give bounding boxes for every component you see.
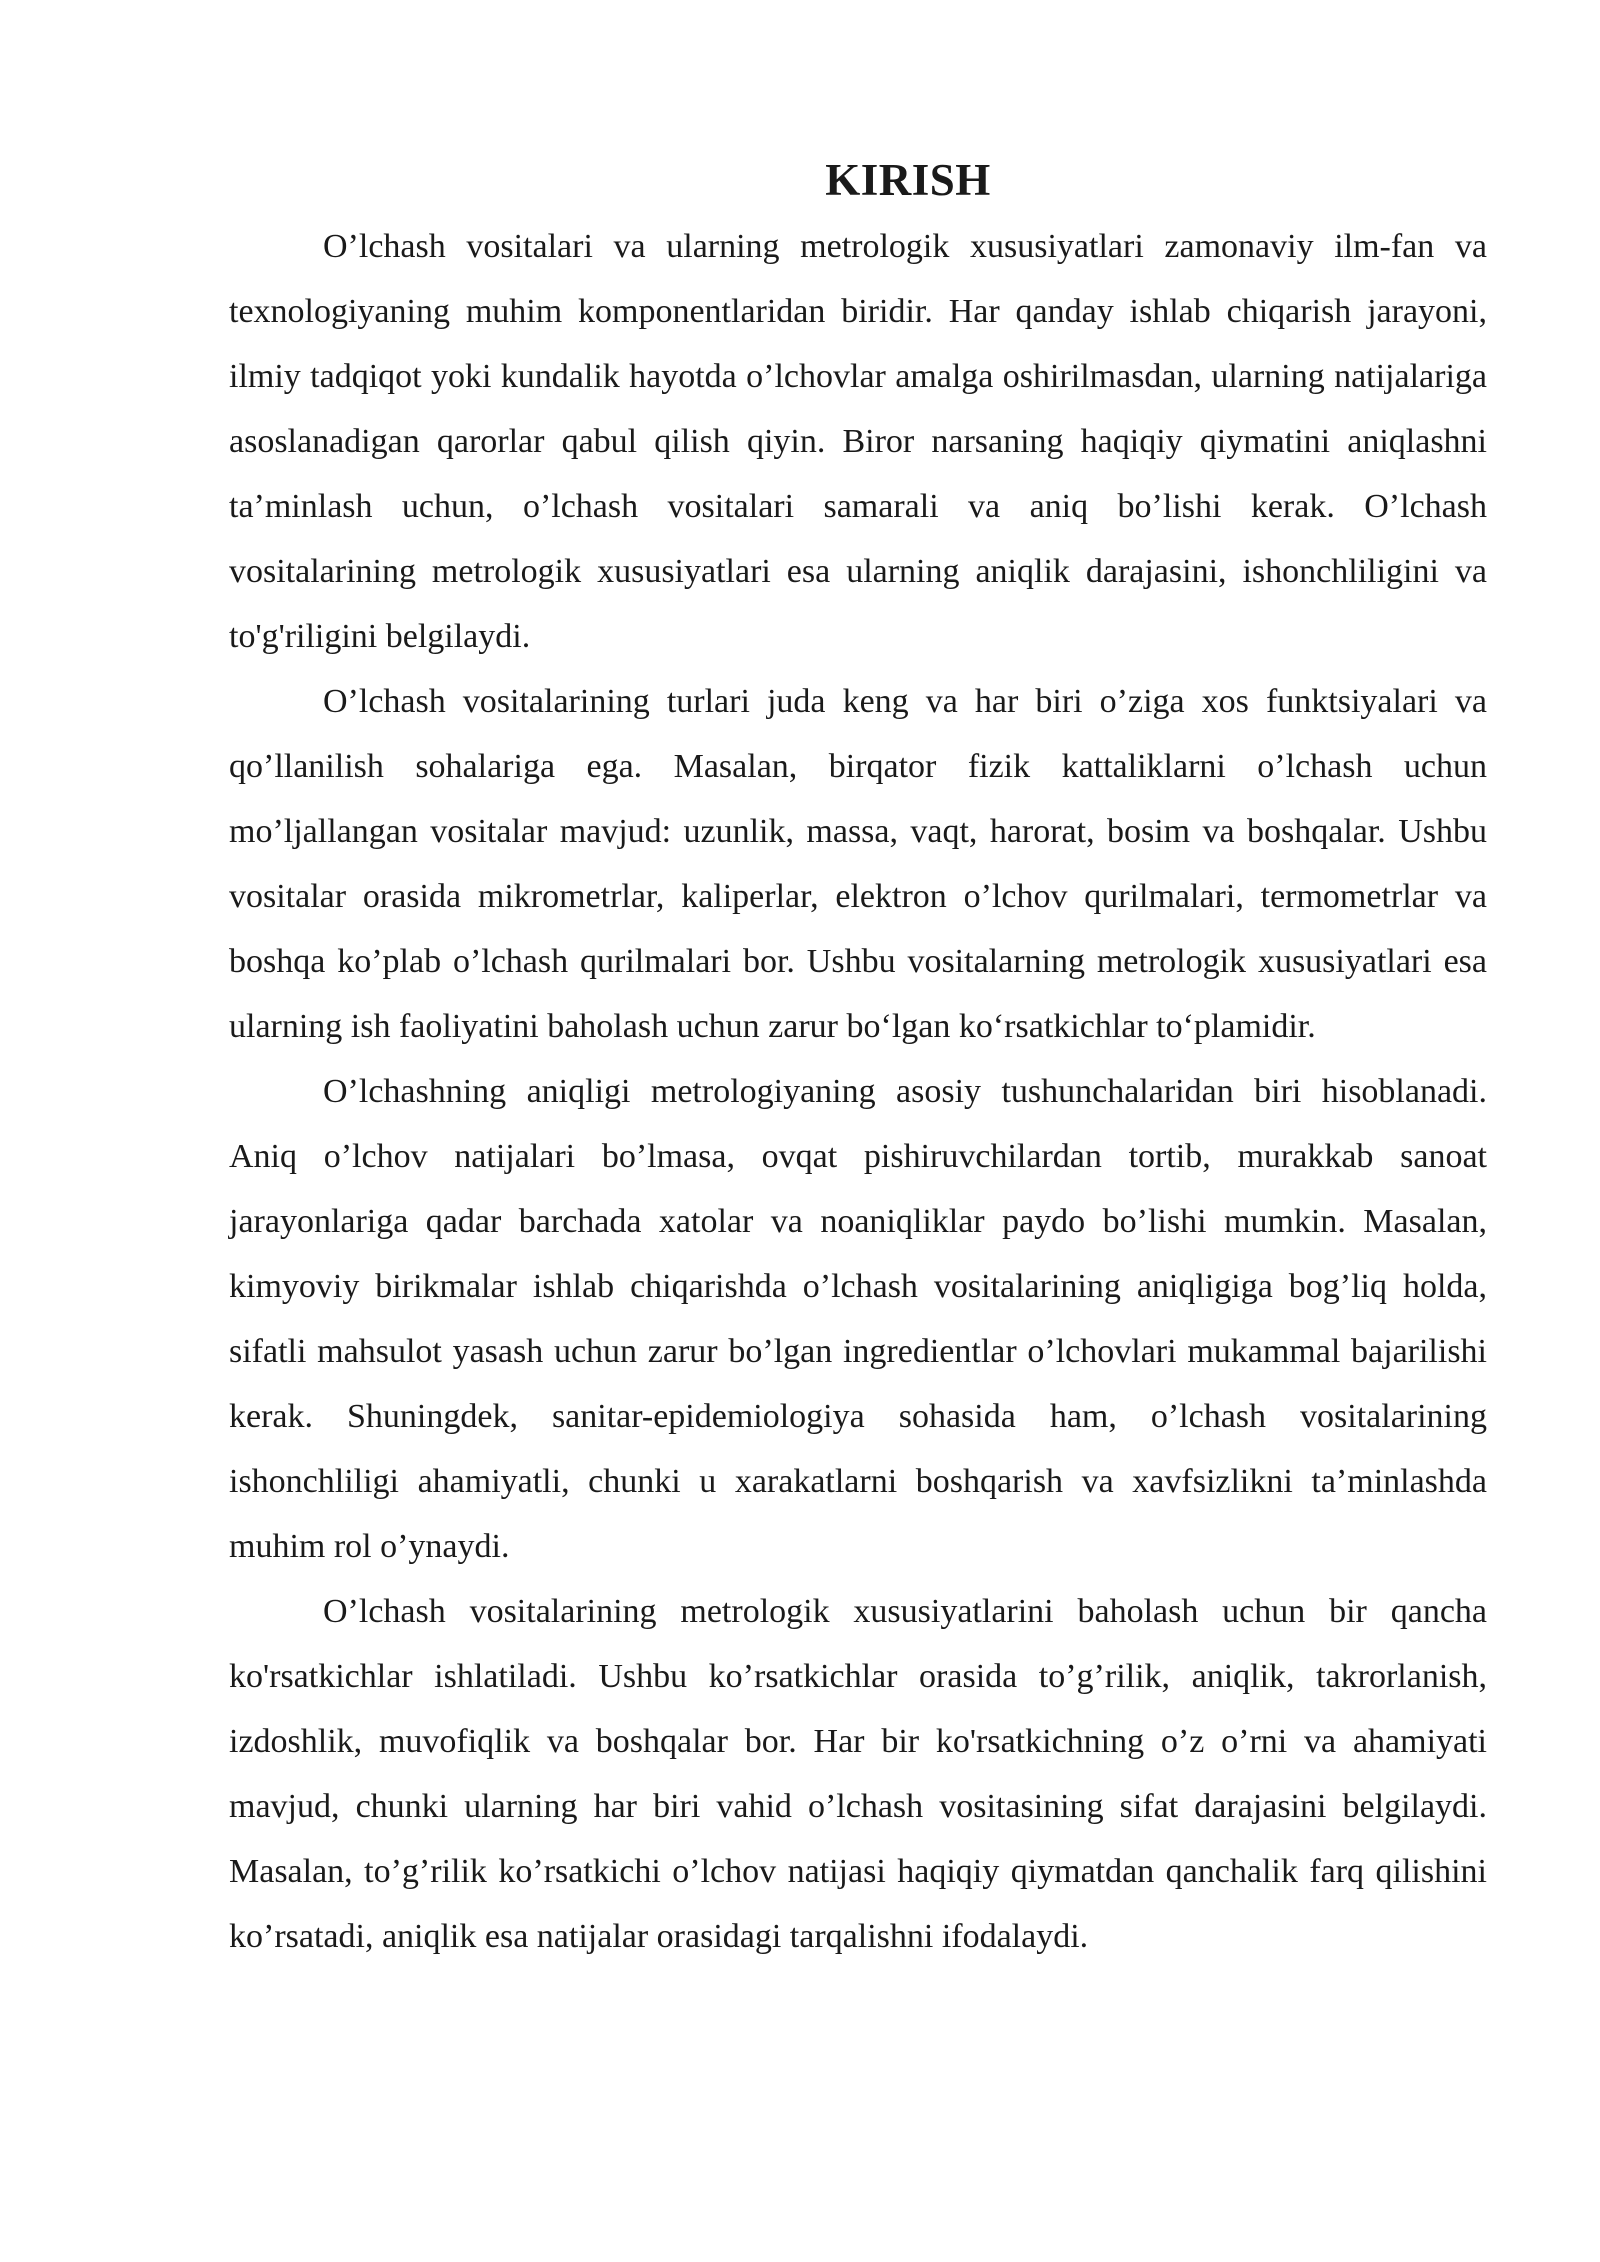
document-title: KIRISH	[825, 155, 991, 205]
document-page	[229, 150, 1487, 1969]
paragraph-1: O’lchash vositalari va ularning metrologik xususiyatlari zamonaviy ilm-fan va texnologiyaning muhim komponentlaridan biridir. Har qanday ishlab chiqarish jarayoni, ilmiy tadqiqot yoki kundalik hayotda o’lchovlar amalga oshirilmasdan, ularning natijalariga asoslanadigan qarorlar qabul qilish qiyin. Biror narsaning haqiqiy qiymatini aniqlashni ta’minlash uchun, o’lchash vositalari samarali va aniq bo’lishi kerak. O’lchash vositalarining metrologik xususiyatlari esa ularning aniqlik darajasini, ishonchliligini va to'g'riligini belgilaydi.	[229, 228, 1487, 655]
paragraph-3: O’lchashning aniqligi metrologiyaning asosiy tushunchalaridan biri hisoblanadi. Aniq o’lchov natijalari bo’lmasa, ovqat pishiruvchilardan tortib, murakkab sanoat jarayonlariga qadar barchada xatolar va noaniqliklar paydo bo’lishi mumkin. Masalan, kimyoviy birikmalar ishlab chiqarishda o’lchash vositalarining aniqligiga bog’liq holda, sifatli mahsulot yasash uchun zarur bo’lgan ingredientlar o’lchovlari mukammal bajarilishi kerak. Shuningdek, sanitar-epidemiologiya sohasida ham, o’lchash vositalarining ishonchliligi ahamiyatli, chunki u xarakatlarni boshqarish va xavfsizlikni ta’minlashda muhim rol o’ynaydi.	[229, 1073, 1487, 1565]
paragraph-4: O’lchash vositalarining metrologik xususiyatlarini baholash uchun bir qancha ko'rsatkichlar ishlatiladi. Ushbu ko’rsatkichlar orasida to’g’rilik, aniqlik, takrorlanish, izdoshlik, muvofiqlik va boshqalar bor. Har bir ko'rsatkichning o’z o’rni va ahamiyati mavjud, chunki ularning har biri vahid o’lchash vositasining sifat darajasini belgilaydi. Masalan, to’g’rilik ko’rsatkichi o’lchov natijasi haqiqiy qiymatdan qanchalik farq qilishini ko’rsatadi, aniqlik esa natijalar orasidagi tarqalishni ifodalaydi.	[229, 1593, 1487, 1955]
paragraph-2: O’lchash vositalarining turlari juda keng va har biri o’ziga xos funktsiyalari va qo’llanilish sohalariga ega. Masalan, birqator fizik kattaliklarni o’lchash uchun mo’ljallangan vositalar mavjud: uzunlik, massa, vaqt, harorat, bosim va boshqalar. Ushbu vositalar orasida mikrometrlar, kaliperlar, elektron o’lchov qurilmalari, termometrlar va boshqa ko’plab o’lchash qurilmalari bor. Ushbu vositalarning metrologik xususiyatlari esa ularning ish faoliyatini baholash uchun zarur bo‘lgan ko‘rsatkichlar to‘plamidir.	[229, 683, 1487, 1045]
